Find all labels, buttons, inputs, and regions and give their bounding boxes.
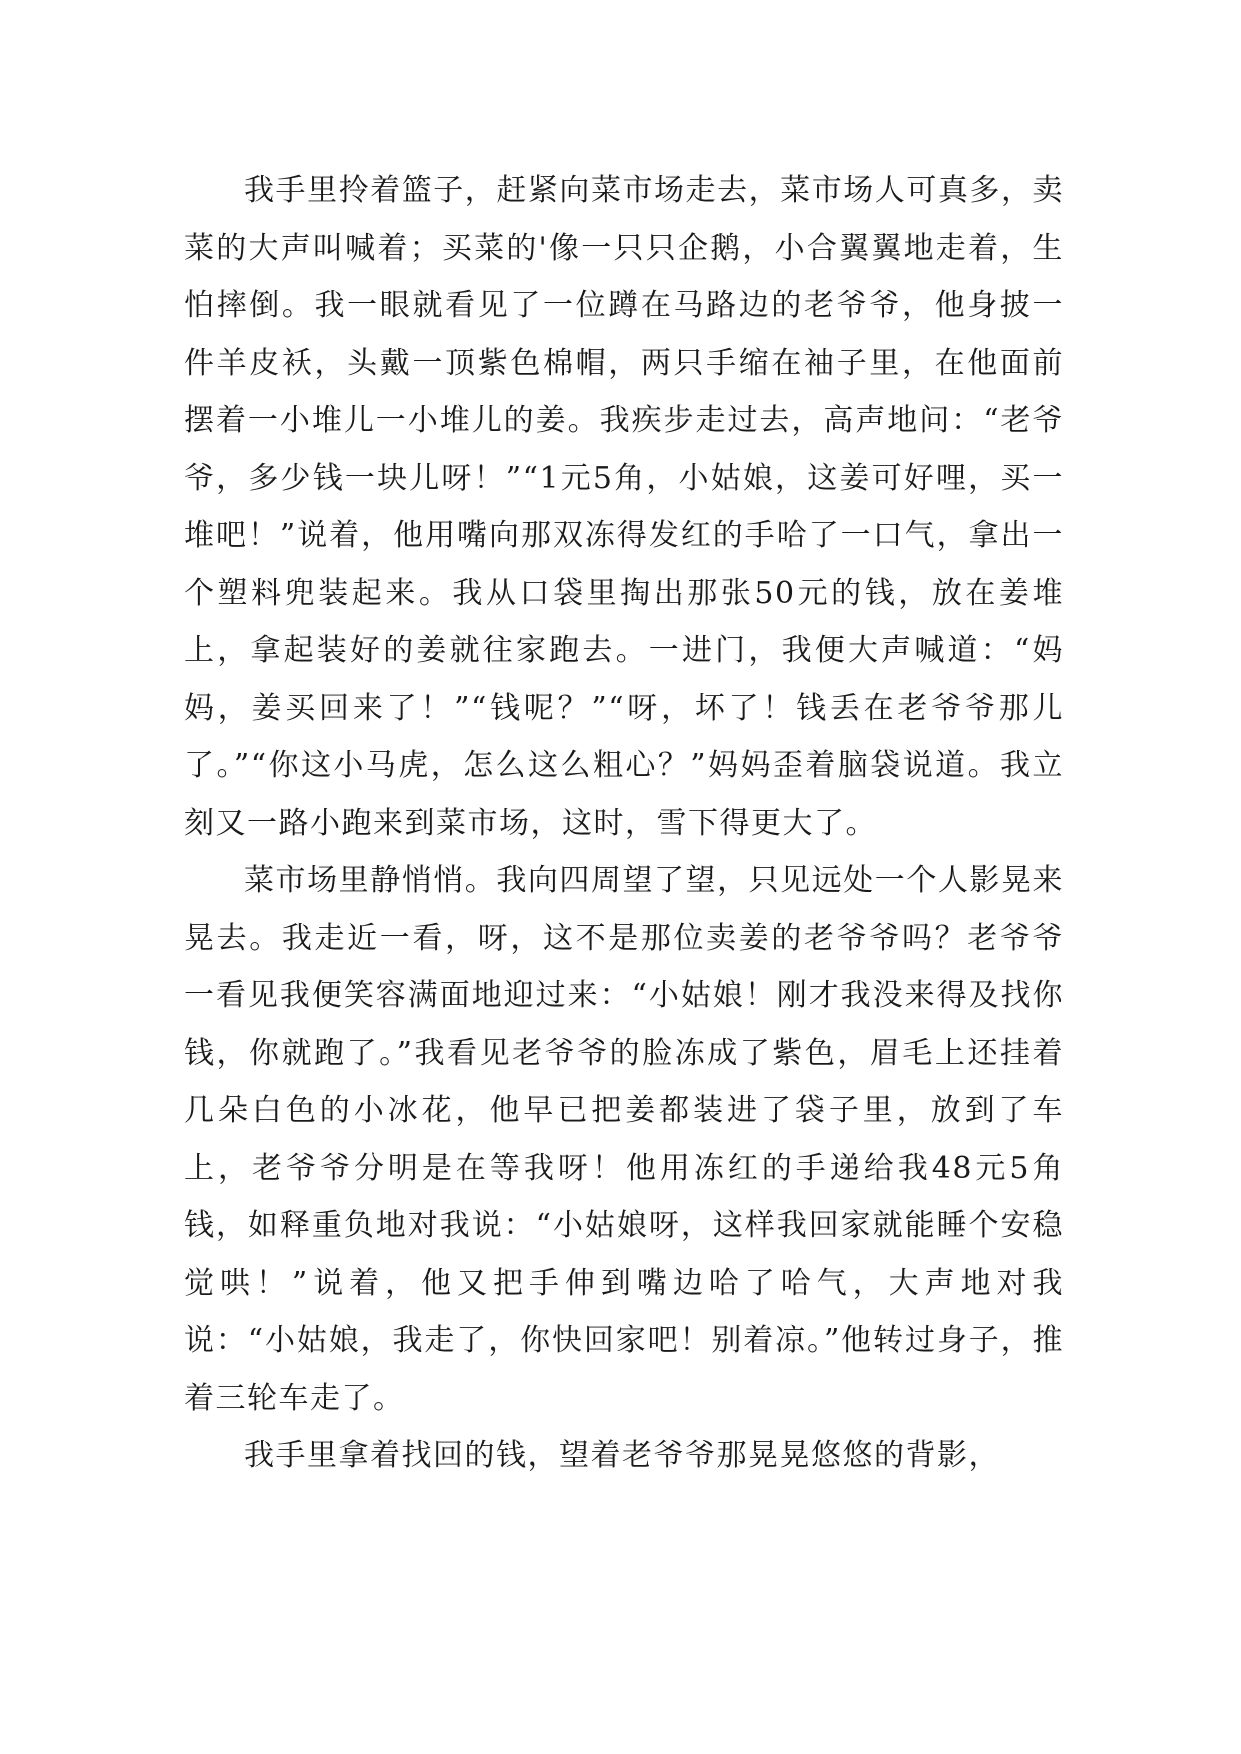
- paragraph-3: 我手里拿着找回的钱，望着老爷爷那晃晃悠悠的背影，: [244, 1438, 1000, 1473]
- paragraph-1: 我手里拎着篮子，赶紧向菜市场走去，菜市场人可真多，卖菜的大声叫喊着；买菜的'像一只只企鹅，小合翼翼地走着，生怕摔倒。我一眼就看见了一位蹲在马路边的老爷爷，他身披一件羊皮袄，头戴一顶紫色棉帽，两只手缩在袖子里，在他面前摆着一小堆儿一小堆儿的姜。我疾步走过去，高声地问：“老爷爷，多少钱一块儿呀！”“1元5角，小姑娘，这姜可好哩，买一堆吧！”说着，他用嘴向那双冻得发红的手哈了一口气，拿出一个塑料兜装起来。我从口袋里掏出那张50元的钱，放在姜堆上，拿起装好的姜就往家跑去。一进门，我便大声喊道：“妈妈，姜买回来了！”“钱呢？”“呀，坏了！钱丢在老爷爷那儿了。”“你这小马虎，怎么这么粗心？”妈妈歪着脑袋说道。我立刻又一路小跑来到菜市场，这时，雪下得更大了。: [184, 173, 1064, 841]
- document-body: [184, 162, 1064, 1485]
- paragraph-2: 菜市场里静悄悄。我向四周望了望，只见远处一个人影晃来晃去。我走近一看，呀，这不是那位卖姜的老爷爷吗？老爷爷一看见我便笑容满面地迎过来：“小姑娘！刚才我没来得及找你钱，你就跑了。”我看见老爷爷的脸冻成了紫色，眉毛上还挂着几朵白色的小冰花，他早已把姜都装进了袋子里，放到了车上，老爷爷分明是在等我呀！他用冻红的手递给我48元5角钱，如释重负地对我说：“小姑娘呀，这样我回家就能睡个安稳觉哄！”说着，他又把手伸到嘴边哈了哈气，大声地对我说：“小姑娘，我走了，你快回家吧！别着凉。”他转过身子，推着三轮车走了。: [184, 863, 1064, 1416]
